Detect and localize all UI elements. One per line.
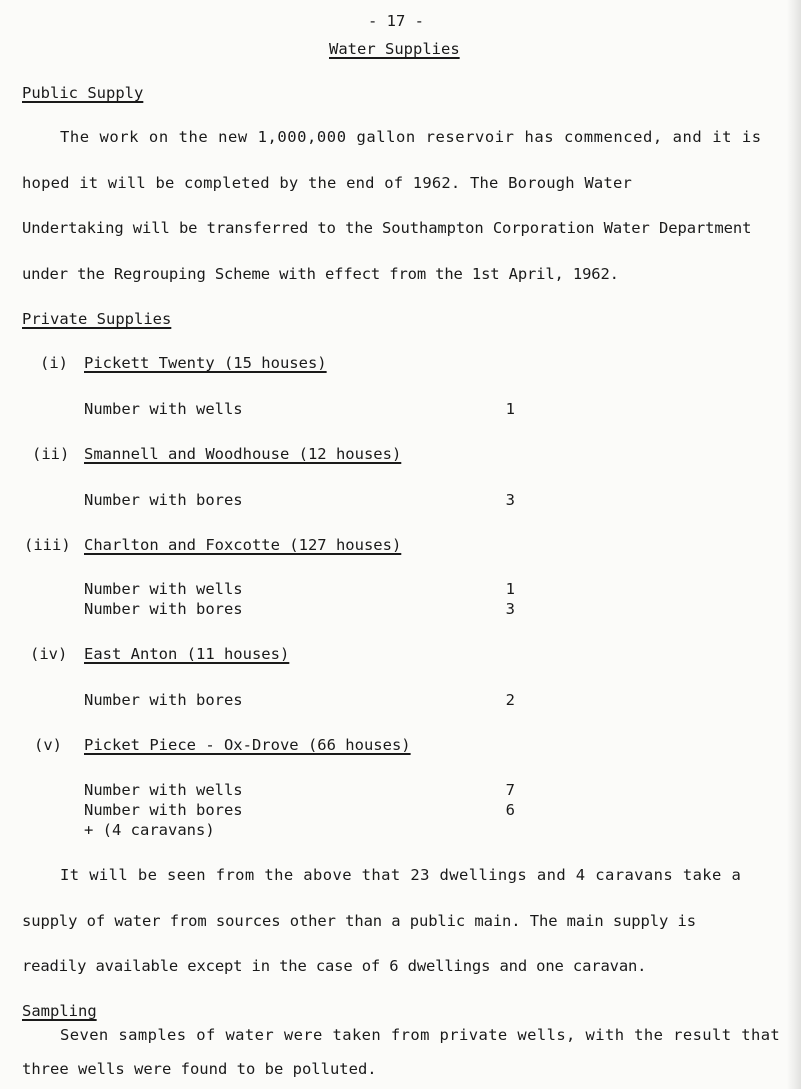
row-label: Number with wells [84, 781, 243, 799]
summary-line-2: supply of water from sources other than a public main. The main supply is [22, 912, 696, 930]
row-label: Number with bores [84, 801, 243, 819]
public-line-4: under the Regrouping Scheme with effect from the 1st April, 1962. [22, 265, 619, 283]
row-label: Number with wells [84, 580, 243, 598]
caravans-note: + (4 caravans) [84, 821, 215, 839]
public-supply-heading: Public Supply [22, 84, 144, 102]
page-title: Water Supplies [329, 40, 460, 58]
summary-line-3: readily available except in the case of 6 dwellings and one caravan. [22, 957, 647, 975]
group-label-iii: (iii) [24, 536, 71, 554]
row-value: 3 [505, 491, 515, 509]
group-heading-iv: East Anton (11 houses) [84, 645, 290, 663]
row-label: Number with bores [84, 600, 243, 618]
group-label-iv: (iv) [30, 645, 68, 663]
page-edge-shadow [787, 0, 801, 1089]
row-value: 3 [505, 600, 515, 618]
sampling-line-1: Seven samples of water were taken from private wells, with the result that [60, 1026, 781, 1044]
public-line-1: The work on the new 1,000,000 gallon reservoir has commenced, and it is [60, 128, 762, 146]
summary-line-1: It will be seen from the above that 23 dwellings and 4 caravans take a [60, 866, 742, 884]
row-value: 6 [505, 801, 515, 819]
sampling-line-2: three wells were found to be polluted. [22, 1060, 377, 1078]
row-value: 1 [505, 580, 515, 598]
row-label: Number with bores [84, 491, 243, 509]
row-value: 7 [505, 781, 515, 799]
page-number: - 17 - [368, 12, 424, 30]
sampling-heading: Sampling [22, 1002, 97, 1020]
public-line-2: hoped it will be completed by the end of 1962. The Borough Water [22, 174, 633, 192]
group-label-ii: (ii) [32, 445, 70, 463]
group-heading-i: Pickett Twenty (15 houses) [84, 354, 327, 372]
group-heading-v: Picket Piece - Ox-Drove (66 houses) [84, 736, 411, 754]
group-label-i: (i) [40, 354, 68, 372]
row-value: 2 [505, 691, 515, 709]
row-label: Number with bores [84, 691, 243, 709]
group-label-v: (v) [34, 736, 62, 754]
row-label: Number with wells [84, 400, 243, 418]
row-value: 1 [505, 400, 515, 418]
group-heading-ii: Smannell and Woodhouse (12 houses) [84, 445, 402, 463]
group-heading-iii: Charlton and Foxcotte (127 houses) [84, 536, 402, 554]
public-line-3: Undertaking will be transferred to the Southampton Corporation Water Department [22, 219, 752, 237]
private-supplies-heading: Private Supplies [22, 310, 172, 328]
